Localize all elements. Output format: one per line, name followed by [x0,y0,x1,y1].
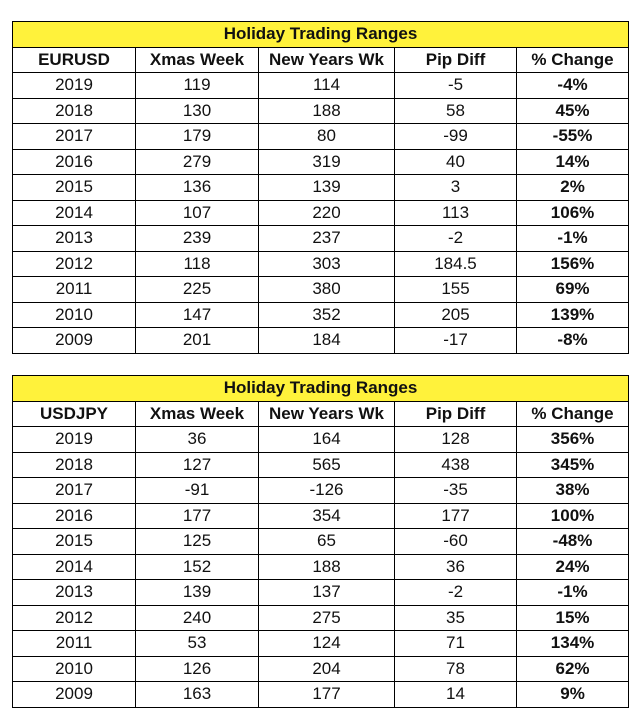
table-cell: 2010 [13,302,136,328]
table-cell: 303 [259,251,395,277]
table-cell: -126 [259,478,395,504]
table-cell: 179 [136,124,259,150]
column-header: % Change [517,401,629,427]
table-cell: -17 [395,328,517,354]
table-row [13,175,629,201]
table-row [13,503,629,529]
table-cell: 354 [259,503,395,529]
table-cell: 2019 [13,73,136,99]
table-row [13,631,629,657]
table-cell: 163 [136,682,259,708]
column-header: % Change [517,47,629,73]
table-cell: 152 [136,554,259,580]
column-header: Pip Diff [395,47,517,73]
table-cell: 225 [136,277,259,303]
table-cell: 2013 [13,226,136,252]
table-cell: 2013 [13,580,136,606]
table-cell: 71 [395,631,517,657]
column-header: Xmas Week [136,401,259,427]
usdjpy-table [12,375,629,708]
table-header-row [13,47,629,73]
table-row [13,98,629,124]
table-cell: 188 [259,98,395,124]
column-header: New Years Wk [259,47,395,73]
table-cell: 80 [259,124,395,150]
table-cell: 139% [517,302,629,328]
table-cell: 2011 [13,277,136,303]
table-cell: 2015 [13,175,136,201]
table-cell: 2019 [13,427,136,453]
table-cell: 2017 [13,478,136,504]
table-row [13,682,629,708]
table-cell: 35 [395,605,517,631]
table-cell: 14 [395,682,517,708]
table-cell: 136 [136,175,259,201]
table-cell: 177 [395,503,517,529]
table-cell: 2016 [13,149,136,175]
table-row [13,302,629,328]
table-cell: 237 [259,226,395,252]
column-header: Xmas Week [136,47,259,73]
table-cell: 164 [259,427,395,453]
table-cell: 177 [136,503,259,529]
table-cell: 345% [517,452,629,478]
table-cell: 156% [517,251,629,277]
column-header: EURUSD [13,47,136,73]
table-cell: -8% [517,328,629,354]
table-cell: 147 [136,302,259,328]
table-cell: 118 [136,251,259,277]
table-header-row [13,401,629,427]
table-cell: -91 [136,478,259,504]
table-cell: 184 [259,328,395,354]
table-cell: 139 [259,175,395,201]
column-header: USDJPY [13,401,136,427]
table-cell: 204 [259,656,395,682]
table-row [13,149,629,175]
table-cell: 2014 [13,200,136,226]
table-cell: 126 [136,656,259,682]
table-row [13,328,629,354]
table-cell: 125 [136,529,259,555]
table-cell: 119 [136,73,259,99]
table-title-row [13,376,629,402]
table-cell: 240 [136,605,259,631]
table-cell: 565 [259,452,395,478]
table-row [13,226,629,252]
table-cell: 2014 [13,554,136,580]
table-cell: 220 [259,200,395,226]
column-header: Pip Diff [395,401,517,427]
table-cell: 155 [395,277,517,303]
table-cell: 100% [517,503,629,529]
table-cell: 275 [259,605,395,631]
table-cell: 2010 [13,656,136,682]
table-cell: 438 [395,452,517,478]
table-row [13,554,629,580]
table-cell: 3 [395,175,517,201]
table-cell: -55% [517,124,629,150]
table-cell: -5 [395,73,517,99]
table-cell: 177 [259,682,395,708]
table-cell: 352 [259,302,395,328]
table-title: Holiday Trading Ranges [13,22,629,48]
table-cell: 380 [259,277,395,303]
table-cell: 188 [259,554,395,580]
table-row [13,580,629,606]
table-cell: 2% [517,175,629,201]
table-cell: 114 [259,73,395,99]
table-cell: 137 [259,580,395,606]
table-cell: 2018 [13,98,136,124]
table-cell: 36 [136,427,259,453]
table-cell: 106% [517,200,629,226]
table-cell: 53 [136,631,259,657]
table-cell: 45% [517,98,629,124]
table-row [13,124,629,150]
eurusd-table-body [13,22,629,354]
table-cell: 2018 [13,452,136,478]
table-cell: 2015 [13,529,136,555]
table-cell: 2016 [13,503,136,529]
table-cell: 130 [136,98,259,124]
table-title: Holiday Trading Ranges [13,376,629,402]
table-cell: 40 [395,149,517,175]
table-row [13,478,629,504]
table-cell: 62% [517,656,629,682]
table-cell: 14% [517,149,629,175]
table-row [13,427,629,453]
table-cell: 113 [395,200,517,226]
table-cell: 2012 [13,605,136,631]
table-cell: -35 [395,478,517,504]
table-cell: -99 [395,124,517,150]
table-row [13,529,629,555]
table-cell: 239 [136,226,259,252]
table-cell: 134% [517,631,629,657]
usdjpy-table-body [13,376,629,708]
table-title-row [13,22,629,48]
table-cell: -1% [517,580,629,606]
table-row [13,656,629,682]
table-cell: 127 [136,452,259,478]
table-cell: 2009 [13,328,136,354]
table-cell: -48% [517,529,629,555]
table-cell: 38% [517,478,629,504]
table-cell: 2009 [13,682,136,708]
table-cell: 128 [395,427,517,453]
table-cell: 15% [517,605,629,631]
table-cell: 69% [517,277,629,303]
table-cell: 319 [259,149,395,175]
table-row [13,200,629,226]
table-cell: 124 [259,631,395,657]
table-row [13,605,629,631]
eurusd-table [12,21,629,354]
table-cell: 139 [136,580,259,606]
table-row [13,251,629,277]
table-cell: 356% [517,427,629,453]
table-cell: -1% [517,226,629,252]
table-cell: 201 [136,328,259,354]
table-cell: 24% [517,554,629,580]
table-cell: 78 [395,656,517,682]
column-header: New Years Wk [259,401,395,427]
table-cell: 107 [136,200,259,226]
table-cell: 2012 [13,251,136,277]
table-cell: -2 [395,580,517,606]
table-cell: -60 [395,529,517,555]
table-cell: 9% [517,682,629,708]
table-cell: 2017 [13,124,136,150]
table-row [13,73,629,99]
table-row [13,277,629,303]
table-cell: -2 [395,226,517,252]
table-cell: 2011 [13,631,136,657]
table-cell: 184.5 [395,251,517,277]
table-cell: 279 [136,149,259,175]
table-cell: 205 [395,302,517,328]
table-cell: 65 [259,529,395,555]
table-row [13,452,629,478]
table-cell: 36 [395,554,517,580]
table-cell: -4% [517,73,629,99]
table-cell: 58 [395,98,517,124]
